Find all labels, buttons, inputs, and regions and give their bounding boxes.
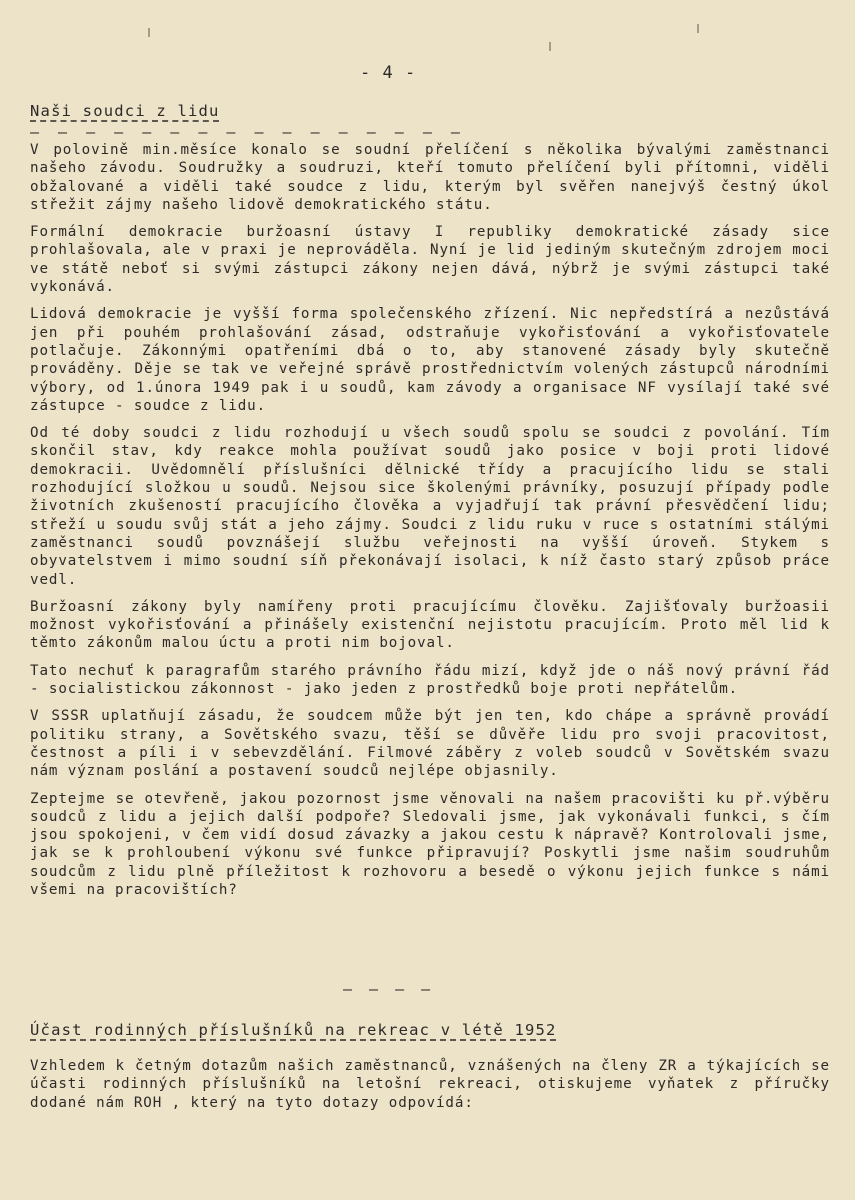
- paragraph: Lidová demokracie je vyšší forma společenského zřízení. Nic nepředstírá a nezůstává jen při pouhém prohlašování zásad, odstraňuje vykořisťování a vykořisťovatele potlačuje. Zákonnými opatřeními dbá o to, aby stanovené zásady byly skutečně prováděny. Děje se tak ve veřejné správě prostřednictvím volených zástupců národními výbory, od 1.února 1949 pak i u soudů, kam závody a organisace NF vysílají také své zástupce - soudce z lidu.: [30, 306, 830, 414]
- paragraph: V polovině min.měsíce konalo se soudní přelíčení s několika bývalými zaměstnanci našeho závodu. Soudružky a soudruzi, kteří tomuto přelíčení byli přítomni, viděli obžalované a viděli také soudce z lidu, kterým byl svěřen nanejvýš čestný úkol střežit zájmy našeho lidově demokratického státu.: [30, 142, 830, 213]
- section-body-recreation: [30, 1057, 830, 1121]
- paragraph: Zeptejme se otevřeně, jakou pozornost jsme věnovali na našem pracovišti ku př.výběru soudců z lidu a jejich další podpoře? Sledovali jsme, jak vykonávali funkci, s čím jsou spokojeni, v čem vidí dosud závazky a jakou cestu k nápravě? Kontrolovali jsme, jak se k prohloubení výkonu své funkce připravují? Poskytli jsme našim soudruhům soudcům z lidu plně příležitost k rozhovoru a besedě o výkonu jejich funkce s námi všemi na pracovištích?: [30, 790, 830, 898]
- title-dash-rule: — — — — — — — — — — — — — — — —: [30, 123, 465, 141]
- paragraph: Vzhledem k četným dotazům našich zaměstnanců, vznášených na členy ZR a týkajících se účasti rodinných příslušníků na letošní rekreaci, otiskujeme vyňatek z příručky dodané nám ROH , který na tyto dotazy odpovídá:: [30, 1058, 830, 1111]
- paragraph: Buržoasní zákony byly namířeny proti pracujícímu člověku. Zajišťovaly buržoasii možnost vykořisťování a přinášely existenční nejistotu pracujícím. Proto měl lid k těmto zákonům malou úctu a proti nim bojoval.: [30, 598, 830, 652]
- section-title-recreation: Účast rodinných příslušníků na rekreac v létě 1952: [30, 1021, 557, 1039]
- paper-speck: [148, 28, 150, 37]
- paragraph: Tato nechuť k paragrafům starého právního řádu mizí, když jde o náš nový právní řád - socialistickou zákonnost - jako jeden z prostředků boje proti nepřátelům.: [30, 662, 830, 698]
- page-number: - 4 -: [360, 63, 417, 83]
- paragraph: Formální demokracie buržoasní ústavy I republiky demokratické zásady sice prohlašovala, ale v praxi je neprováděla. Nyní je lid jediným skutečným zdrojem moci ve státě neboť si svými zástupci zákony nejen dává, nýbrž je svými zástupci také vykonává.: [30, 224, 830, 296]
- paragraph: V SSSR uplatňují zásadu, že soudcem může být jen ten, kdo chápe a správně provádí politiku strany, a Sovětského svazu, těší se důvěře lidu pro svoji pracovitost, čestnost a píli i v sebevzdělání. Filmové záběry z voleb soudců v Sovětském svazu nám význam poslání a postavení soudců nejlépe objasnily.: [30, 708, 830, 780]
- paper-speck: [697, 24, 699, 33]
- section-body-judges: [30, 141, 830, 908]
- paragraph: Od té doby soudci z lidu rozhodují u všech soudů spolu se soudci z povolání. Tím skončil stav, kdy reakce mohla používat soudů jako posice v boji proti lidové demokracii. Uvědomnělí příslušníci dělnické třídy a pracujícího lidu se stali rozhodující složkou u soudů. Nejsou sice školenými právníky, posuzují případy podle životních zkušeností pracujícího člověka a vyjadřují tak právní přesvědčení lidu; střeží u soudu svůj stát a jeho zájmy. Soudci z lidu ruku v ruce s ostatními stálými zaměstnanci soudů povznášejí službu veřejnosti na vyšší úroveň. Stykem s obyvatelstvem i mimo soudní síň překonávají isolaci, k níž často starý způsob práce vedl.: [30, 425, 830, 588]
- section-separator: — — — —: [343, 980, 435, 998]
- paper-speck: [549, 42, 551, 51]
- section-title-judges: Naši soudci z lidu: [30, 102, 220, 120]
